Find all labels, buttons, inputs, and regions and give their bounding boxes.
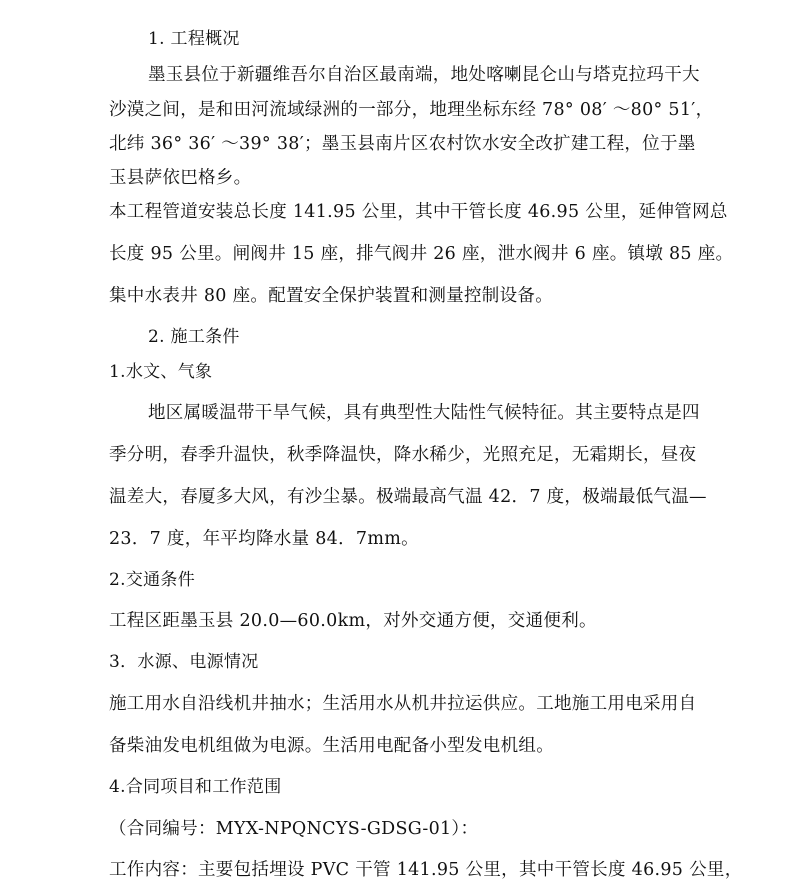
paragraph-line: 墨玉县位于新疆维吾尔自治区最南端，地处喀喇昆仑山与塔克拉玛干大 (148, 65, 700, 85)
paragraph-line: 23．7 度，年平均降水量 84．7mm。 (109, 529, 419, 549)
paragraph-line: 北纬 36° 36′ ～39° 38′；墨玉县南片区农村饮水安全改扩建工程，位于墨 (109, 134, 696, 154)
paragraph-line: 工作内容：主要包括埋设 PVC 干管 141.95 公里，其中干管长度 46.95 公里， (109, 860, 743, 880)
paragraph-line: 备柴油发电机组做为电源。生活用电配备小型发电机组。 (109, 736, 554, 756)
paragraph-line: （合同编号：MYX-NPQNCYS-GDSG-01）： (109, 819, 479, 839)
paragraph-line: 地区属暖温带干旱气候，具有典型性大陆性气候特征。其主要特点是四 (148, 403, 700, 423)
paragraph-line: 本工程管道安装总长度 141.95 公里，其中干管长度 46.95 公里，延伸管网总 (109, 202, 728, 222)
paragraph-line: 沙漠之间，是和田河流域绿洲的一部分，地理坐标东经 78° 08′ ～80° 51′， (109, 100, 714, 120)
paragraph-line: 温差大，春厦多大风，有沙尘暴。极端最高气温 42．7 度，极端最低气温— (109, 487, 707, 507)
paragraph-line: 施工用水自沿线机井抽水；生活用水从机井拉运供应。工地施工用电采用自 (109, 694, 697, 714)
paragraph-line: 集中水表井 80 座。配置安全保护装置和测量控制设备。 (109, 286, 553, 306)
paragraph-line: 工程区距墨玉县 20.0—60.0km，对外交通方便，交通便利。 (109, 611, 597, 631)
subsection-heading-hydrology: 1.水文、气象 (109, 362, 213, 382)
subsection-heading-traffic: 2.交通条件 (109, 570, 196, 590)
subsection-heading-contract: 4.合同项目和工作范围 (109, 777, 282, 797)
section-heading-overview: 1. 工程概况 (148, 29, 240, 49)
paragraph-line: 长度 95 公里。闸阀井 15 座，排气阀井 26 座，泄水阀井 6 座。镇墩 85 座。 (109, 244, 734, 264)
paragraph-line: 季分明，春季升温快，秋季降温快，降水稀少，光照充足，无霜期长，昼夜 (109, 445, 697, 465)
paragraph-line: 玉县萨依巴格乡。 (109, 168, 252, 188)
section-heading-conditions: 2. 施工条件 (148, 327, 240, 347)
subsection-heading-water-power: 3．水源、电源情况 (109, 652, 259, 672)
